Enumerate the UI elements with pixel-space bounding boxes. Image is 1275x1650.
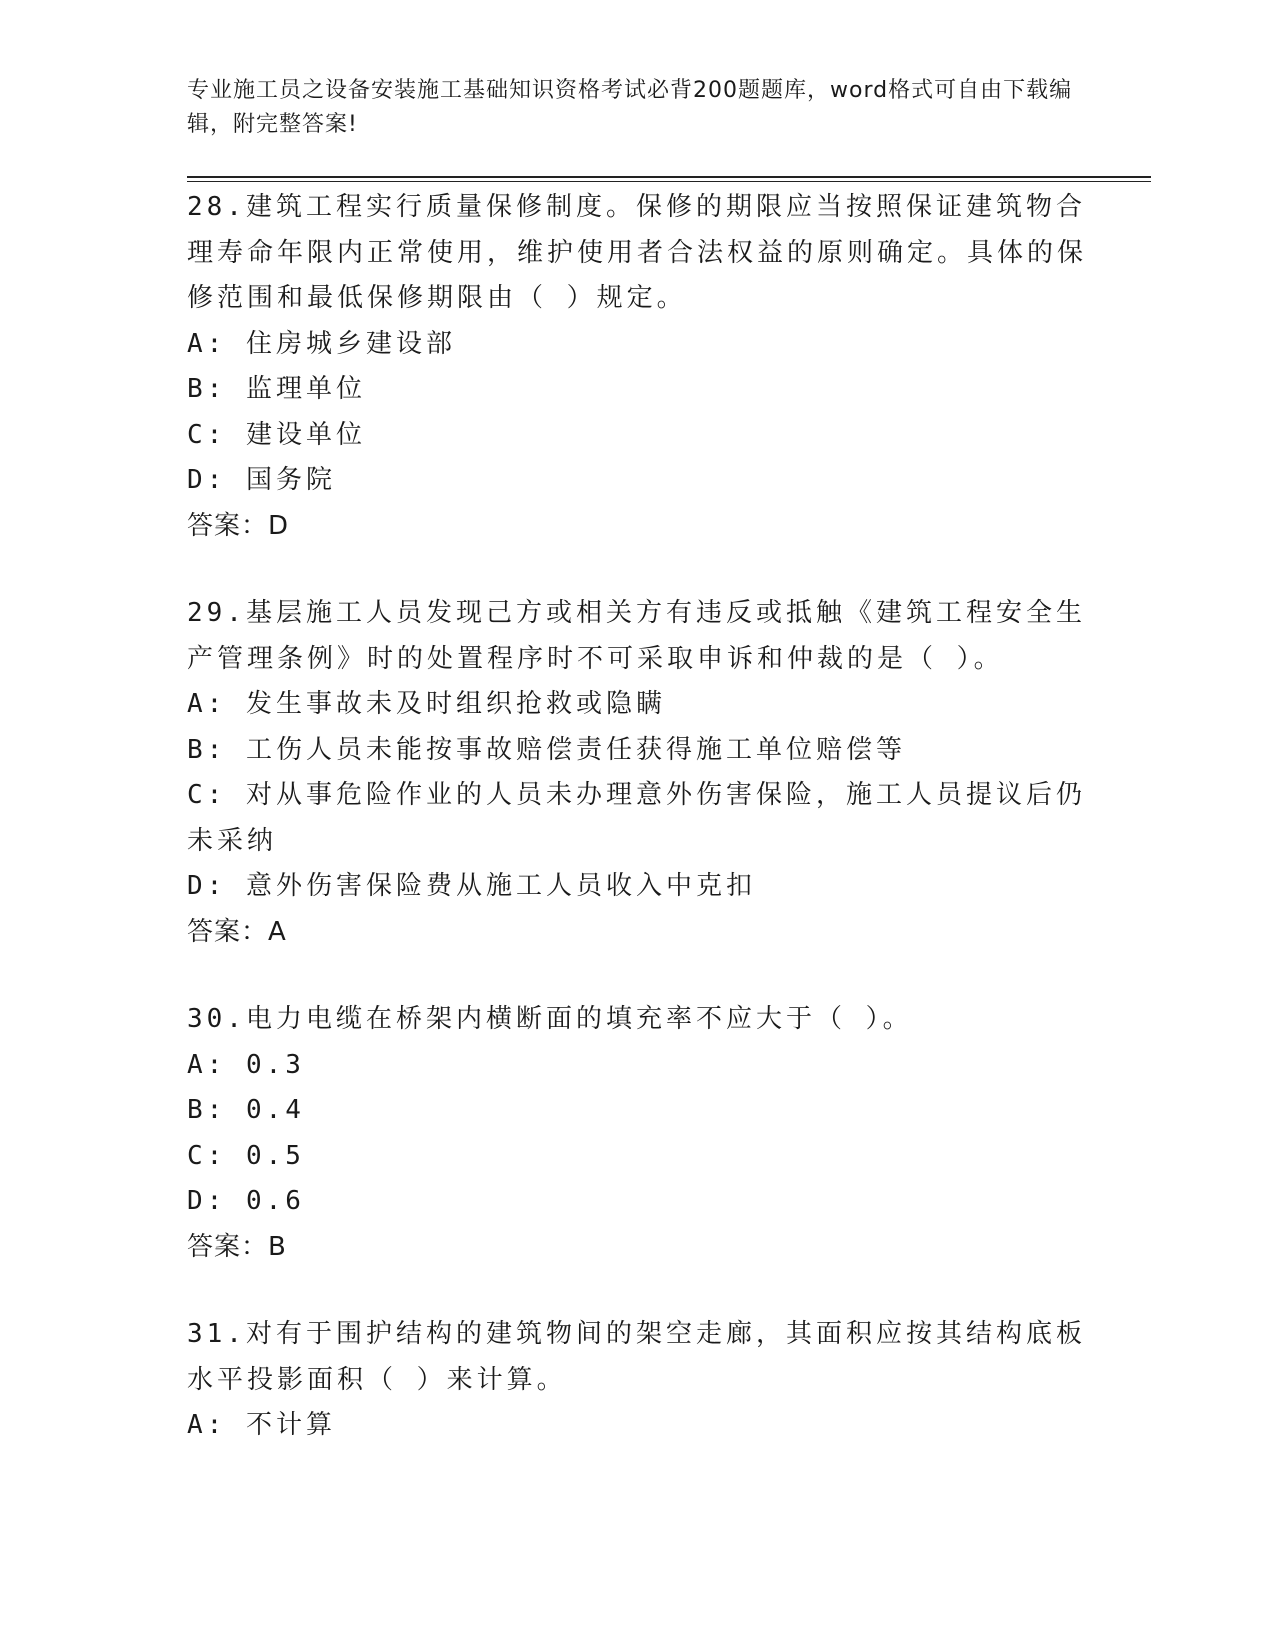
question-28 — [187, 185, 1087, 549]
question-text: 29.基层施工人员发现己方或相关方有违反或抵触《建筑工程安全生产管理条例》时的处置程序时不可采取申诉和仲裁的是（ ）。 — [187, 598, 1086, 674]
option-b: B: 0.4 — [187, 1095, 305, 1125]
question-list — [187, 185, 1087, 1449]
question-text: 31.对有于围护结构的建筑物间的架空走廊，其面积应按其结构底板水平投影面积（ ）来计算。 — [187, 1319, 1086, 1395]
answer: 答案：A — [187, 916, 287, 947]
option-c: C: 0.5 — [187, 1140, 305, 1171]
option-c: C: 对从事危险作业的人员未办理意外伤害保险，施工人员提议后仍未采纳 — [187, 780, 1086, 856]
option-d: D: 0.6 — [187, 1186, 305, 1216]
answer: 答案：D — [187, 510, 290, 541]
header-divider-thick — [187, 176, 1151, 178]
option-a: A: 发生事故未及时组织抢救或隐瞒 — [187, 689, 666, 719]
question-text: 30.电力电缆在桥架内横断面的填充率不应大于（ ）。 — [187, 1004, 913, 1034]
question-29 — [187, 591, 1087, 955]
option-a: A: 0.3 — [187, 1049, 305, 1080]
question-text: 28.建筑工程实行质量保修制度。保修的期限应当按照保证建筑物合理寿命年限内正常使用，维护使用者合法权益的原则确定。具体的保修范围和最低保修期限由（ ）规定。 — [187, 192, 1088, 313]
document-header: 专业施工员之设备安装施工基础知识资格考试必背200题题库，word格式可自由下载编辑，附完整答案! — [187, 78, 1073, 137]
option-b: B: 工伤人员未能按事故赔偿责任获得施工单位赔偿等 — [187, 734, 906, 765]
option-b: B: 监理单位 — [187, 374, 366, 404]
option-c: C: 建设单位 — [187, 419, 366, 450]
option-d: D: 国务院 — [187, 465, 336, 495]
question-30 — [187, 997, 1087, 1270]
option-d: D: 意外伤害保险费从施工人员收入中克扣 — [187, 871, 756, 901]
question-31 — [187, 1312, 1087, 1449]
answer: 答案：B — [187, 1231, 287, 1262]
header-divider-thin — [187, 181, 1151, 182]
option-a: A: 住房城乡建设部 — [187, 328, 456, 359]
option-a: A: 不计算 — [187, 1410, 336, 1440]
